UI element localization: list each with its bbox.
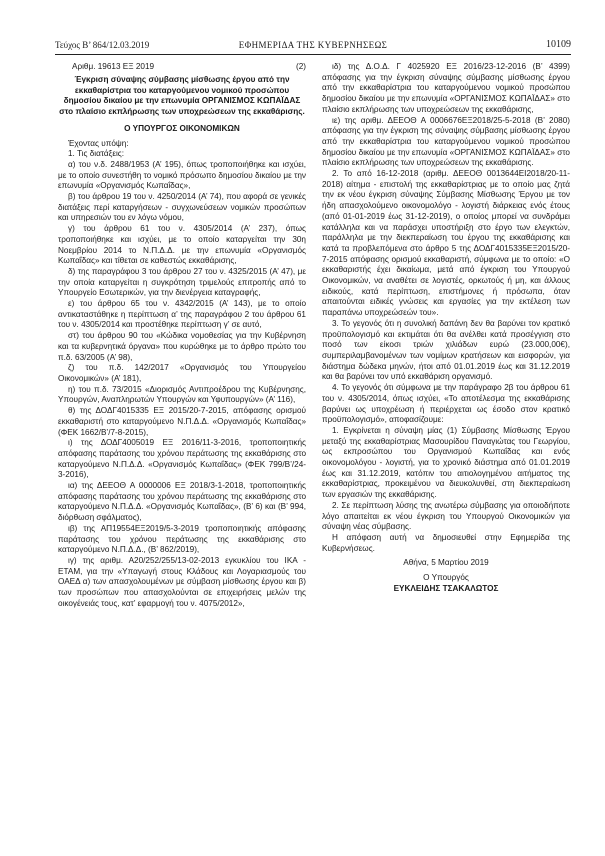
right-column: [322, 62, 570, 594]
authority-heading: Ο ΥΠΟΥΡΓΟΣ ΟΙΚΟΝΟΜΙΚΩΝ: [124, 123, 240, 133]
paragraph: ια) της ΔΕΕΟΘ Α 0000006 ΕΞ 2018/3-1-2018, τροποποιητικής απόφασης παράτασης του χρόνου περάτωσης της εκκαθάρισης στο καταργούμενο Ν.Π.Δ.Δ. «Οργανισμός Κωπαΐδας», (Β’ 6) και (Β’ 994, διόρθωση σφάλματος),: [58, 481, 306, 523]
signature-name: ΕΥΚΛΕΙΔΗΣ ΤΣΑΚΑΛΩΤΟΣ: [393, 583, 499, 593]
page-number: 10109: [546, 39, 571, 50]
paragraph: 2. Το από 16-12-2018 (αριθμ. ΔΕΕΟΘ 0013644ΕΙ2018/20-11-2018) αίτημα - επιστολή της εκκαθαρίστριας με το οποίο μας ζητά την εκ νέου έγκριση σύναψης Σύμβασης Μίσθωσης Έργου με τον ήδη απασχολούμενο οικονομολόγο - λογιστή διάρκειας ενός έτους (από 01-01-2019 έως 31-12-2019), ο οποίος μπορεί να συνδράμει κατάλληλα και να παράσχει υποστήριξη στο έργο των ελεγκτών, παράλληλα με την διεκπεραίωση του έργου της εκκαθάρισης και κατά τα προβλεπόμενα στο άρθρο 5 της ΔΟΔΓ4015335ΕΞ2015/20-7-2015 απόφασης ορισμού εκκαθαριστή, σύμφωνα με το οποίο: «Ο εκκαθαριστής έχει δικαίωμα, μετά από έγκριση του Υπουργού Οικονομικών, να αναθέτει σε λογιστές, ορκωτούς ή μη, και άλλους ειδικούς, κατά περίπτωση, επιστήμονες ή πρόσωπα, όταν απαιτούνται ειδικές γνώσεις και εργασίες για την εκτέλεση των παραπάνω υποχρεώσεών του».: [322, 169, 570, 318]
paragraph: 4. Το γεγονός ότι σύμφωνα με την παράγραφο 2β του άρθρου 61 του ν. 4305/2014, όπως ισχύει, «Το αποτέλεσμα της εκκαθάρισης βαρύνει ως υποχρέωση ή περιέρχεται ως έσοδο στον κρατικό προϋπολογισμό», αποφασίζουμε:: [322, 383, 570, 425]
paragraph: 2. Σε περίπτωση λύσης της ανωτέρω σύμβασης για οποιοδήποτε λόγο απαιτείται εκ νέου έγκριση του Υπουργού Οικονομικών για σύναψη νέας σύμβασης.: [322, 500, 570, 532]
paragraph: 1. Εγκρίνεται η σύναψη μίας (1) Σύμβασης Μίσθωσης Έργου μεταξύ της εκκαθαρίστριας Μασουρίδου Παναγιώτας του Γεωργίου, ως εκπροσώπου του Οργανισμού Κωπαΐδας και ενός οικονομολόγου - λογιστή, για το χρονικό διάστημα από 01.01.2019 έως και 31.12.2019, κατόπιν του αιτιολογημένου αιτήματος της εκκαθαρίστριας, προκειμένου να διευκολυνθεί, στη διεκπεραίωση των εργασιών της εκκαθάρισης.: [322, 425, 570, 500]
paragraph: ιγ) της αριθμ. Α20/252/255/13-02-2013 εγκυκλίου του ΙΚΑ - ΕΤΑΜ, για την «Υπαγωγή στους Κλάδους και Λογαριασμούς του ΟΑΕΔ α) των απασχολουμένων με σύμβαση μίσθωσης έργου και β) των προσώπων που απασχολούνται σε επιχειρήσεις μελών της οικογένειάς τους, κατ’ εφαρμογή του ν. 4075/2012»,: [58, 555, 306, 608]
left-column: [58, 62, 306, 609]
paragraph: θ) της ΔΟΔΓ4015335 ΕΞ 2015/20-7-2015, απόφασης ορισμού εκκαθαριστή στο καταργούμενο Ν.Π.Δ.Δ. «Οργανισμός Κωπαΐδας» (ΦΕΚ 1662/Β’/7-8-2015),: [58, 406, 306, 437]
right-paragraphs: [322, 62, 570, 554]
paragraph: δ) της παραγράφου 3 του άρθρου 27 του ν. 4325/2015 (Α’ 47), με την οποία καταργείται η συγκρότηση τριμελούς επιτροπής από το Υπουργείο Εσωτερικών, για την διενέργεια καταγραφής,: [58, 266, 306, 298]
signature-block: [322, 558, 570, 594]
clauses-intro: 1. Τις διατάξεις:: [68, 149, 125, 159]
paragraph: ι) της ΔΟΔΓ4005019 ΕΞ 2016/11-3-2016, τροποποιητικής απόφασης παράτασης του χρόνου περάτωσης της εκκαθάρισης στο καταργούμενο Ν.Π.Δ.Δ. «Οργανισμός Κωπαΐδας» (ΦΕΚ 799/Β’/24-3-2016),: [58, 438, 306, 480]
gazette-title: ΕΦΗΜΕΡΙΔΑ ΤΗΣ ΚΥΒΕΡΝΗΣΕΩΣ: [238, 40, 388, 50]
paragraph: Η απόφαση αυτή να δημοσιευθεί στην Εφημερίδα της Κυβερνήσεως.: [322, 532, 570, 553]
paragraph: 3. Το γεγονός ότι η συνολική δαπάνη δεν θα βαρύνει τον κρατικό προϋπολογισμό και εκτιμάται ότι θα ανέλθει κατά προσέγγιση στο ποσό των είκοσι τριών χιλιάδων ευρώ (23.000,00€), συμπεριλαμβανομένων των νομίμων κρατήσεων και εισφορών, για διάστημα δώδεκα μηνών, ήτοι από 01.01.2019 έως και 31.12.2019 και θα βαρύνει τον υπό εκκαθάριση οργανισμό.: [322, 318, 570, 382]
paragraph: α) του ν.δ. 2488/1953 (Α’ 195), όπως τροποποιήθηκε και ισχύει, με το οποίο συνεστήθη το νομικό πρόσωπο δημοσίου δικαίου με την επωνυμία «Οργανισμός Κωπαΐδας»,: [58, 159, 306, 191]
signature-place-date: Αθήνα, 5 Μαρτίου 2019: [403, 558, 489, 568]
paragraph: ιε) της αριθμ. ΔΕΕΟΘ Α 0006676ΕΞ2018/25-5-2018 (Β’ 2080) απόφασης για την έγκριση της σύναψης σύμβασης μίσθωσης έργου από την εκκαθαρίστρια του καταργούμενου νομικού προσώπου δημοσίου δικαίου με την επωνυμία «ΟΡΓΑΝΙΣΜΟΣ ΚΩΠΑΪΔΑΣ» στο πλαίσιο εκπλήρωσης των υποχρεώσεων της εκκαθάρισης.: [322, 115, 570, 168]
paragraph: ε) του άρθρου 65 του ν. 4342/2015 (Α’ 143), με το οποίο αντικαταστάθηκε η περίπτωση α’ της παραγράφου 2 του άρθρου 61 του ν. 4305/2014 και προστέθηκε περίπτωση γ’ σε αυτό,: [58, 299, 306, 330]
paragraph: ιβ) της ΑΠ19554ΕΞ2019/5-3-2019 τροποποιητικής απόφασης παράτασης του χρόνου περάτωσης της εκκαθάρισης στο καταργούμενο Ν.Π.Δ.Δ., (Β’ 862/2019),: [58, 523, 306, 555]
decision-number: Αριθμ. 19613 ΕΞ 2019: [72, 62, 155, 71]
paragraph: ιδ) της Δ.Ο.Δ. Γ 4025920 ΕΞ 2016/23-12-2016 (Β’ 4399) απόφασης για την έγκριση σύναψης σύμβασης μίσθωσης έργου από την εκκαθαρίστρια του καταργούμενου νομικού προσώπου δημοσίου δικαίου με την επωνυμία «ΟΡΓΑΝΙΣΜΟΣ ΚΩΠΑΪΔΑΣ» στο πλαίσιο εκπλήρωσης των υποχρεώσεων της εκκαθάρισης,: [322, 62, 570, 114]
paragraph: η) του π.δ. 73/2015 «Διορισμός Αντιπροέδρου της Κυβέρνησης, Υπουργών, Αναπληρωτών Υπουργών και Υφυπουργών» (Α’ 116),: [58, 384, 306, 405]
issue-label: Τεύχος Β’ 864/12.03.2019: [55, 40, 150, 50]
decision-subject: Έγκριση σύναψης σύμβασης μίσθωσης έργου από την εκκαθαρίστρια του καταργούμενου νομικού προσώπου δημοσίου δικαίου με την επωνυμία ΟΡΓΑΝΙΣΜΟΣ ΚΩΠΑΪΔΑΣ στο πλαίσιο εκπλήρωσης των υποχρεώσεων της εκκαθάρισης.: [59, 75, 305, 117]
left-paragraphs: [58, 160, 306, 610]
signature-role: Ο Υπουργός: [423, 573, 469, 583]
page-header: [55, 38, 571, 55]
paragraph: γ) του άρθρου 61 του ν. 4305/2014 (Α’ 237), όπως τροποποιήθηκε και ισχύει, με το οποίο καταργείται την 30η Νοεμβρίου 2014 το Ν.Π.Δ.Δ. με την επωνυμία «Οργανισμός Κωπαΐδας» και τίθεται σε καθεστώς εκκαθάρισης,: [58, 224, 306, 266]
decision-number-row: [72, 62, 306, 74]
decision-index: (2): [295, 62, 306, 71]
paragraph: στ) του άρθρου 90 του «Κώδικα νομοθεσίας για την Κυβέρνηση και τα κυβερνητικά όργανα» που κυρώθηκε με το άρθρο πρώτο του π.δ. 63/2005 (Α’ 98),: [58, 331, 306, 362]
intro-text: Έχοντας υπόψη:: [68, 138, 129, 148]
paragraph: ζ) του π.δ. 142/2017 «Οργανισμός του Υπουργείου Οικονομικών» (Α’ 181),: [58, 363, 306, 383]
paragraph: β) του άρθρου 19 του ν. 4250/2014 (Α’ 74), που αφορά σε γενικές διατάξεις περί καταργήσεων - συγχωνεύσεων νομικών προσώπων και υπηρεσιών του εν λόγω νόμου,: [58, 192, 306, 223]
